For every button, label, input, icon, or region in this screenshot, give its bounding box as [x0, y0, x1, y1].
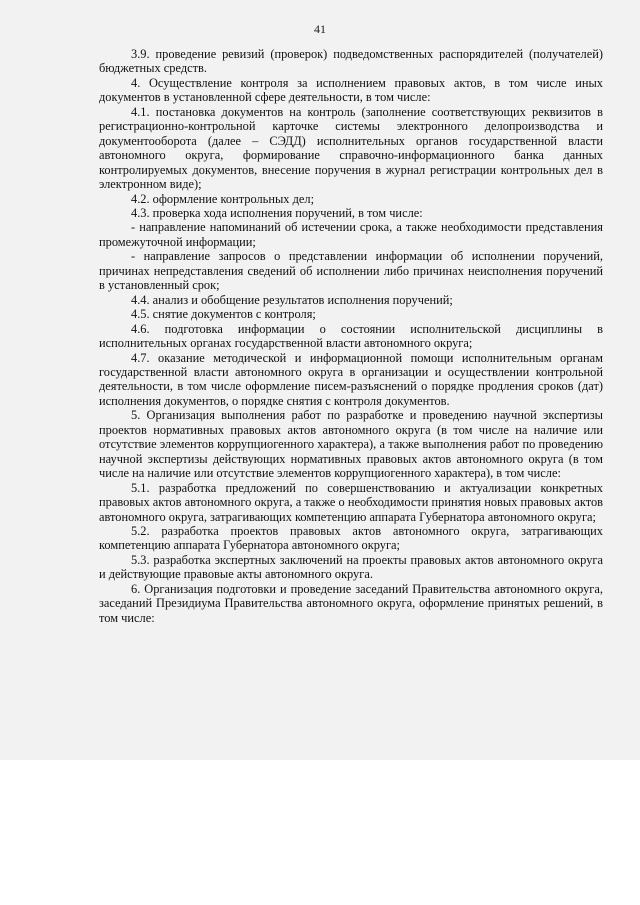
- paragraph-4-4: 4.4. анализ и обобщение результатов исполнения поручений;: [131, 292, 453, 307]
- paragraph-4-6: 4.6. подготовка информации о состоянии исполнительской дисциплины в исполнительных органах государственной власти автономного округа;: [99, 321, 603, 351]
- paragraph-5: 5. Организация выполнения работ по разработке и проведению научной экспертизы проектов нормативных правовых актов автономного округа (в том числе на наличие или отсутствие элементов коррупциогенного характера), а также выполнения работ по проведению научной экспертизы действующих нормативных правовых актов автономного округа (в том числе на наличие или отсутствие элементов коррупциогенного характера), в том числе:: [99, 408, 603, 481]
- paragraph-6: 6. Организация подготовки и проведение заседаний Правительства автономного округа, заседаний Президиума Правительства автономного округа, оформление принятых решений, в том числе:: [99, 581, 603, 625]
- paragraph-4: 4. Осуществление контроля за исполнением правовых актов, в том числе иных документов в установленной сфере деятельности, в том числе:: [99, 75, 603, 105]
- paragraph-4-7: 4.7. оказание методической и информационной помощи исполнительным органам государственной власти автономного округа в организации и осуществлении контрольной деятельности, в том числе оформление писем-разъяснений о порядке продления сроков (дат) исполнения документов, о порядке снятия с контроля документов.: [99, 350, 603, 408]
- paragraph-4-1: 4.1. постановка документов на контроль (заполнение соответствующих реквизитов в регистрационно-контрольной карточке системы электронного делопроизводства и документооборота (далее – СЭДД) исполнительных органов государственной власти автономного округа, формирование справочно-информационного банка данных контролируемых документов, внесение поручения в журнал регистрации контрольных дел в электронном виде);: [99, 104, 603, 192]
- document-body: [99, 47, 603, 625]
- paragraph-4-3: 4.3. проверка хода исполнения поручений, в том числе:: [131, 205, 423, 220]
- paragraph-5-3: 5.3. разработка экспертных заключений на проекты правовых актов автономного округа и действующие правовые акты автономного округа.: [99, 552, 603, 582]
- paragraph-3-9: 3.9. проведение ревизий (проверок) подведомственных распорядителей (получателей) бюджетных средств.: [99, 47, 603, 76]
- paragraph-5-2: 5.2. разработка проектов правовых актов автономного округа, затрагивающих компетенцию аппарата Губернатора автономного округа;: [99, 523, 603, 553]
- paragraph-4-3-item-reminders: - направление напоминаний об истечении срока, а также необходимости представления промежуточной информации;: [99, 220, 603, 249]
- paragraph-4-5: 4.5. снятие документов с контроля;: [131, 307, 316, 322]
- paragraph-4-3-item-requests: - направление запросов о представлении информации об исполнении поручений, причинах непредставления сведений об исполнении либо причинах неисполнения поручений в установленный срок;: [99, 249, 603, 293]
- paragraph-4-2: 4.2. оформление контрольных дел;: [131, 191, 315, 206]
- paragraph-5-1: 5.1. разработка предложений по совершенствованию и актуализации конкретных правовых актов автономного округа, а также о необходимости принятия новых правовых актов автономного округа, затрагивающих компетенцию аппарата Губернатора автономного округа;: [99, 480, 603, 524]
- page-number: 41: [314, 22, 326, 36]
